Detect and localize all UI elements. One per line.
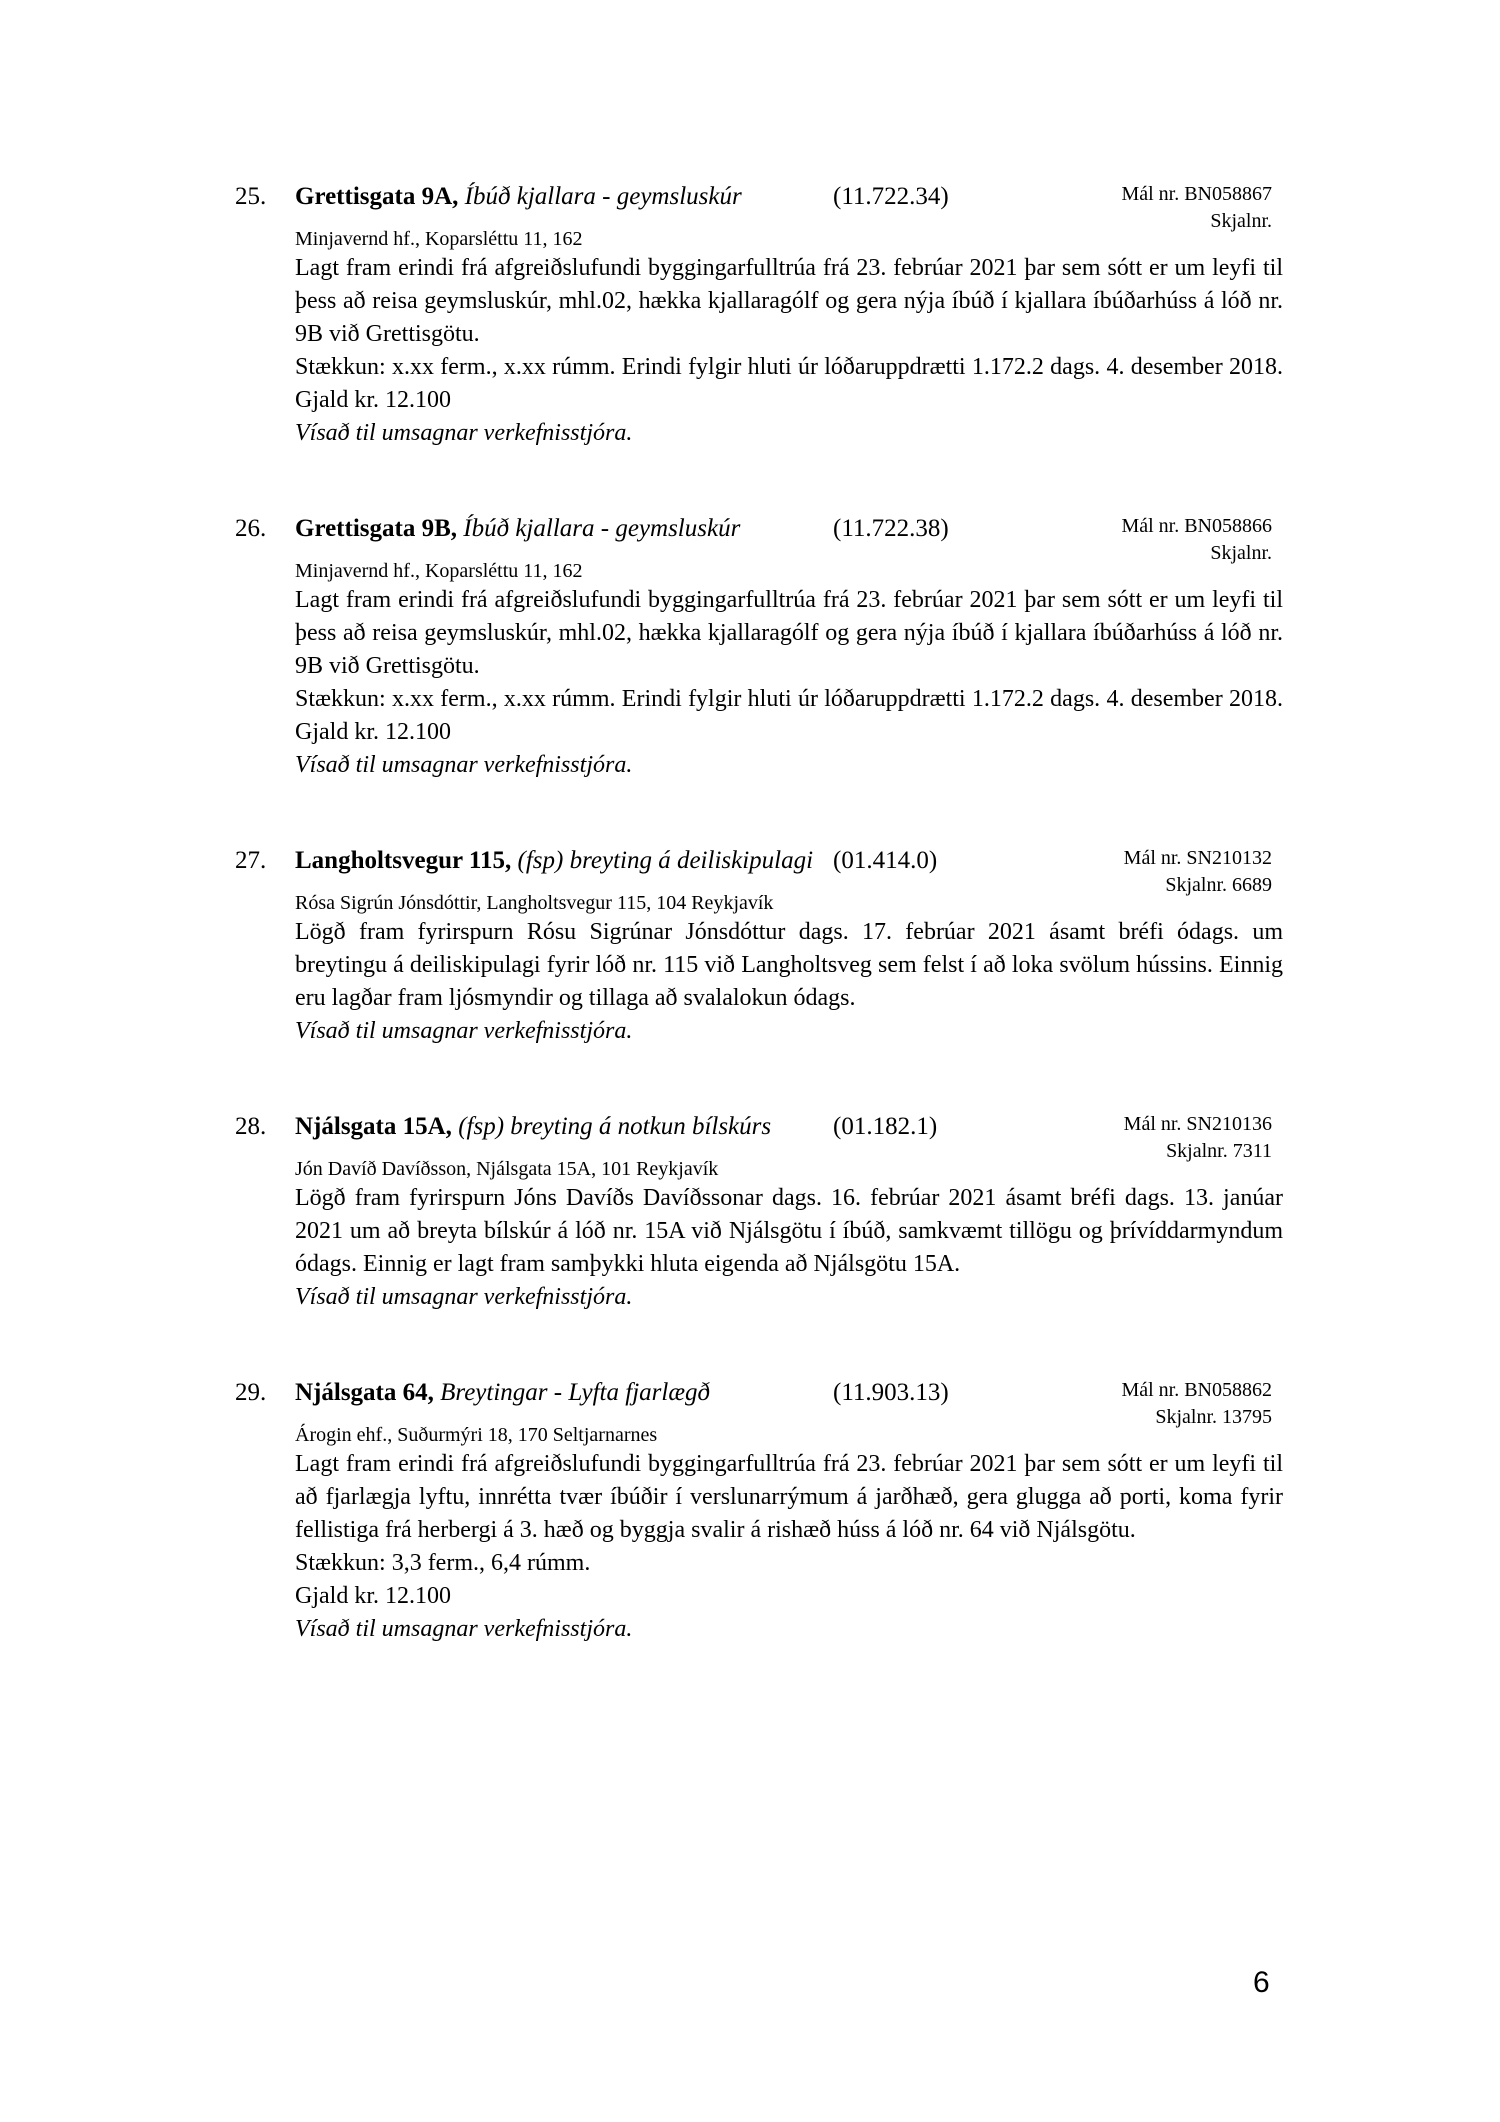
referral-note: Vísað til umsagnar verkefnisstjóra. — [295, 752, 633, 778]
document-number: Skjalnr. — [1210, 210, 1272, 232]
item-meta — [1121, 513, 1272, 567]
item-ref-code: (11.903.13) — [833, 1379, 949, 1406]
item-subject: Íbúð kjallara - geymsluskúr — [464, 183, 742, 210]
item-number: 28. — [235, 1113, 267, 1140]
item-paragraph: Stækkun: x.xx ferm., x.xx rúmm. Erindi fylgir hluti úr lóðaruppdrætti 1.172.2 dags. 4. desember 2018. Gjald kr. 12.100 — [295, 686, 1283, 745]
item-ref-code: (11.722.34) — [833, 183, 949, 210]
item-paragraph: Gjald kr. 12.100 — [295, 1583, 451, 1609]
item-paragraph: Stækkun: x.xx ferm., x.xx rúmm. Erindi fylgir hluti úr lóðaruppdrætti 1.172.2 dags. 4. desember 2018. Gjald kr. 12.100 — [295, 354, 1283, 413]
item-title — [295, 1376, 710, 1409]
item-address: Njálsgata 64, — [295, 1379, 434, 1406]
item-ref-code: (01.414.0) — [833, 847, 938, 874]
item-header — [235, 512, 1283, 564]
item-ref-code: (01.182.1) — [833, 1113, 938, 1140]
agenda-item-26 — [235, 512, 1283, 782]
document-number: Skjalnr. 6689 — [1165, 874, 1272, 896]
item-meta — [1121, 1377, 1272, 1431]
agenda-item-28 — [235, 1110, 1283, 1314]
referral-note: Vísað til umsagnar verkefnisstjóra. — [295, 1018, 633, 1044]
item-title — [295, 180, 742, 213]
case-number: Mál nr. BN058867 — [1121, 183, 1272, 205]
item-subject: (fsp) breyting á deiliskipulagi — [517, 847, 814, 874]
item-title — [295, 512, 740, 545]
item-header — [235, 1110, 1283, 1162]
item-subject: Íbúð kjallara - geymsluskúr — [463, 515, 741, 542]
item-subject: (fsp) breyting á notkun bílskúrs — [458, 1113, 772, 1140]
case-number: Mál nr. SN210136 — [1123, 1113, 1272, 1135]
item-meta — [1121, 181, 1272, 235]
item-address: Grettisgata 9A, — [295, 183, 459, 210]
applicant-line: Jón Davíð Davíðsson, Njálsgata 15A, 101 Reykjavík — [295, 1158, 719, 1180]
item-paragraph: Lagt fram erindi frá afgreiðslufundi byggingarfulltrúa frá 23. febrúar 2021 þar sem sótt er um leyfi til þess að reisa geymsluskúr, mhl.02, hækka kjallaragólf og gera nýja íbúð í kjallara íbúðarhúss á lóð nr. 9B við Grettisgötu. — [295, 255, 1283, 347]
item-paragraph: Stækkun: 3,3 ferm., 6,4 rúmm. — [295, 1550, 591, 1576]
item-title — [295, 1110, 771, 1143]
item-paragraph: Lagt fram erindi frá afgreiðslufundi byggingarfulltrúa frá 23. febrúar 2021 þar sem sótt er um leyfi til að fjarlægja lyftu, innrétta tvær íbúðir í verslunarrýmum á jarðhæð, gera glugga að porti, koma fyrir fellistiga frá herbergi á 3. hæð og byggja svalir á rishæð húss á lóð nr. 64 við Njálsgötu. — [295, 1451, 1283, 1543]
referral-note: Vísað til umsagnar verkefnisstjóra. — [295, 1284, 633, 1310]
applicant-line: Minjavernd hf., Koparsléttu 11, 162 — [295, 228, 583, 250]
item-address: Langholtsvegur 115, — [295, 847, 512, 874]
item-ref-code: (11.722.38) — [833, 515, 949, 542]
item-paragraph: Lögð fram fyrirspurn Jóns Davíðs Davíðssonar dags. 16. febrúar 2021 ásamt bréfi dags. 13. janúar 2021 um að breyta bílskúr á lóð nr. 15A við Njálsgötu í íbúð, samkvæmt tillögu og þrívíddarmyndum ódags. Einnig er lagt fram samþykki hluta eigenda að Njálsgötu 15A. — [295, 1185, 1283, 1277]
item-subject: Breytingar - Lyfta fjarlægð — [440, 1379, 710, 1406]
applicant-line: Árogin ehf., Suðurmýri 18, 170 Seltjarnarnes — [295, 1424, 658, 1446]
referral-note: Vísað til umsagnar verkefnisstjóra. — [295, 420, 633, 446]
agenda-items-list — [235, 180, 1283, 1708]
agenda-item-25 — [235, 180, 1283, 450]
document-number: Skjalnr. 13795 — [1155, 1406, 1272, 1428]
document-number: Skjalnr. — [1210, 542, 1272, 564]
agenda-item-27 — [235, 844, 1283, 1048]
item-number: 29. — [235, 1379, 267, 1406]
page-number: 6 — [1253, 1966, 1270, 1999]
item-header — [235, 180, 1283, 232]
item-header — [235, 1376, 1283, 1428]
agenda-item-29 — [235, 1376, 1283, 1646]
referral-note: Vísað til umsagnar verkefnisstjóra. — [295, 1616, 633, 1642]
item-meta — [1124, 845, 1272, 899]
case-number: Mál nr. BN058866 — [1121, 515, 1272, 537]
item-title — [295, 844, 813, 877]
item-number: 26. — [235, 515, 267, 542]
item-address: Njálsgata 15A, — [295, 1113, 452, 1140]
item-number: 25. — [235, 183, 267, 210]
case-number: Mál nr. SN210132 — [1123, 847, 1272, 869]
item-paragraph: Lögð fram fyrirspurn Rósu Sigrúnar Jónsdóttur dags. 17. febrúar 2021 ásamt bréfi ódags. um breytingu á deiliskipulagi fyrir lóð nr. 115 við Langholtsveg sem felst í að loka svölum hússins. Einnig eru lagðar fram ljósmyndir og tillaga að svalalokun ódags. — [295, 919, 1283, 1011]
applicant-line: Rósa Sigrún Jónsdóttir, Langholtsvegur 115, 104 Reykjavík — [295, 892, 774, 914]
item-address: Grettisgata 9B, — [295, 515, 458, 542]
item-number: 27. — [235, 847, 267, 874]
item-meta — [1124, 1111, 1272, 1165]
item-paragraph: Lagt fram erindi frá afgreiðslufundi byggingarfulltrúa frá 23. febrúar 2021 þar sem sótt er um leyfi til þess að reisa geymsluskúr, mhl.02, hækka kjallaragólf og gera nýja íbúð í kjallara íbúðarhúss á lóð nr. 9B við Grettisgötu. — [295, 587, 1283, 679]
item-header — [235, 844, 1283, 896]
document-number: Skjalnr. 7311 — [1166, 1140, 1272, 1162]
applicant-line: Minjavernd hf., Koparsléttu 11, 162 — [295, 560, 583, 582]
case-number: Mál nr. BN058862 — [1121, 1379, 1272, 1401]
